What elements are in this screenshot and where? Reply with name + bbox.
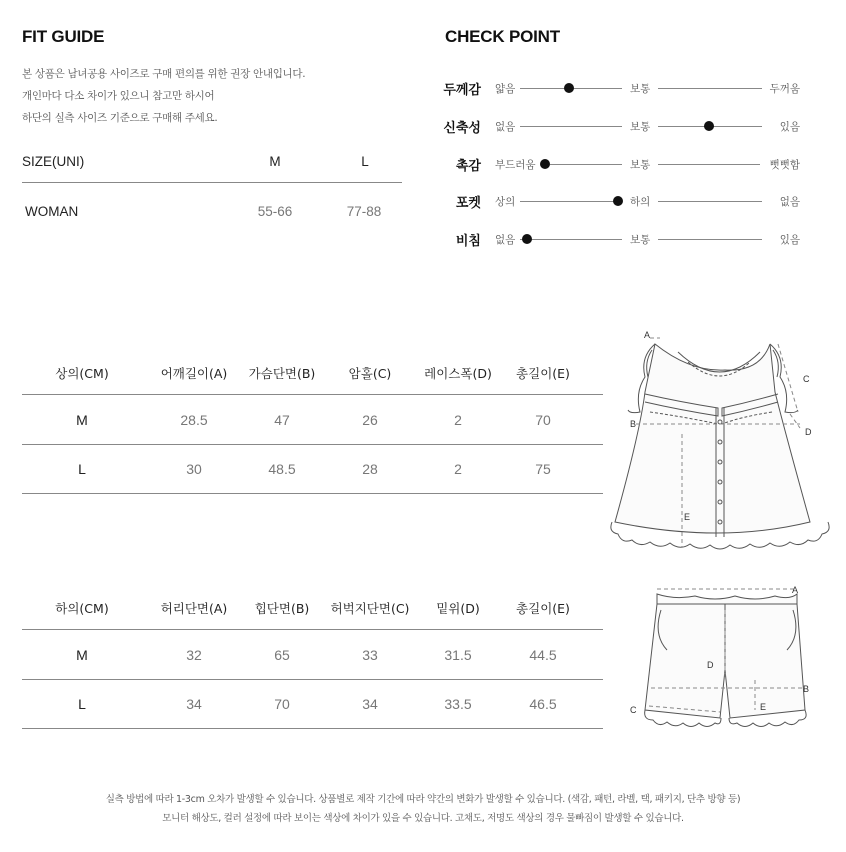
intro-line: 개인마다 다소 차이가 있으니 참고만 하시어 [22,90,215,102]
bottom-label-a: A [792,585,799,595]
fit-divider [22,182,402,183]
check-point-option-mid: 보통 [630,234,651,247]
fit-guide-intro [22,63,305,129]
table-cell: 34 [362,696,378,712]
check-point-label: 촉감 [455,158,481,174]
bottom-label-c: C [630,705,637,715]
top-garment-diagram [600,322,840,562]
fit-header-m: M [269,154,281,169]
fit-header-l: L [361,154,369,169]
table-cell: 33 [362,647,378,663]
check-point-option-low: 상의 [495,196,516,209]
check-point-label: 비침 [455,234,481,250]
table-row-size: L [78,696,86,712]
table-header-cell: 하의(CM) [55,601,109,616]
top-label-b: B [630,419,637,429]
table-cell: 48.5 [268,461,296,477]
table-cell: 31.5 [444,647,472,663]
check-point-option-low: 없음 [495,120,516,133]
table-cell: 47 [274,412,290,428]
bottom-label-d: D [707,660,714,670]
fit-row-l: 77-88 [346,204,382,219]
check-point-track [550,164,622,165]
table-cell: 33.5 [444,696,472,712]
fit-row-m: 55-66 [257,204,293,219]
check-point-label: 두께감 [443,83,481,98]
table-cell: 30 [186,461,202,477]
table-cell: 65 [274,647,290,663]
table-header-cell: 상의(CM) [55,366,109,381]
table-cell: 44.5 [529,647,557,663]
check-point-option-low: 부드러움 [495,158,536,171]
check-point-option-mid: 하의 [630,196,651,209]
table-divider [22,679,603,680]
table-header-cell: 힙단면(B) [254,601,310,616]
footer-note-2: 모니터 해상도, 컬러 설정에 따라 보이는 색상에 차이가 있을 수 있습니다. 고채도, 저명도 색상의 경우 물빠짐이 발생할 수 있습니다. [162,813,684,824]
check-point-track [658,239,762,240]
check-point-option-high: 없음 [779,196,800,209]
check-point-indicator [564,83,574,93]
check-point-track [520,239,622,240]
table-header-cell: 밑위(D) [436,601,480,616]
top-label-d: D [805,427,812,437]
check-point-option-low: 없음 [495,234,516,247]
table-header-cell: 레이스폭(D) [424,366,492,381]
check-point-option-mid: 보통 [630,120,651,133]
check-point-indicator [540,159,550,169]
table-cell: 2 [454,412,462,428]
table-divider [22,629,603,630]
table-cell: 70 [274,696,290,712]
check-point-track [520,126,622,127]
check-point-label: 신축성 [443,120,481,136]
check-point-option-low: 얇음 [495,83,516,95]
table-cell: 28.5 [180,412,208,428]
check-point-option-high: 두꺼움 [769,83,800,95]
intro-line: 하단의 실측 사이즈 기준으로 구매해 주세요. [22,112,218,124]
footer-note-1: 실측 방법에 따라 1-3cm 오차가 발생할 수 있습니다. 상품별로 제작 기간에 따라 약간의 변화가 발생할 수 있습니다. (색감, 패턴, 라벨, 택, 패키지, 단추 방향 등) [105,794,741,805]
check-point-indicator [613,196,623,206]
fit-header-size: SIZE(UNI) [22,154,85,169]
top-label-c: C [803,374,810,384]
fit-guide-title: FIT GUIDE [22,27,105,46]
check-point-label: 포켓 [455,196,481,212]
table-divider [22,444,603,445]
table-cell: 26 [362,412,378,428]
intro-line: 본 상품은 남녀공용 사이즈로 구매 편의를 위한 권장 안내입니다. [22,68,306,80]
table-header-cell: 허리단면(A) [160,601,228,616]
bottom-label-b: B [803,684,810,694]
check-point-option-high: 있음 [779,120,800,133]
check-point-indicator [704,121,714,131]
check-point-option-mid: 보통 [630,83,651,95]
table-header-cell: 가슴단면(B) [248,366,316,381]
check-point-title: CHECK POINT [445,27,560,46]
table-cell: 32 [186,647,202,663]
table-header-cell: 어깨길이(A) [160,366,228,381]
check-point-option-high: 있음 [779,234,800,247]
table-cell: 2 [454,461,462,477]
table-cell: 28 [362,461,378,477]
check-point-track [520,201,622,202]
table-row-size: L [78,461,86,477]
table-cell: 46.5 [529,696,557,712]
table-header-cell: 총길이(E) [516,366,570,381]
check-point-track [658,88,762,89]
table-divider [22,493,603,494]
bottom-garment-diagram [625,580,815,750]
table-header-cell: 총길이(E) [516,601,570,616]
fit-row-label: WOMAN [25,204,79,219]
table-cell: 34 [186,696,202,712]
table-cell: 70 [535,412,551,428]
table-row-size: M [76,647,88,663]
top-label-e: E [684,512,691,522]
top-label-a: A [644,330,651,340]
check-point-indicator [522,234,532,244]
check-point-option-high: 뻣뻣함 [769,158,800,171]
table-cell: 75 [535,461,551,477]
check-point-track [658,164,760,165]
bottom-label-e: E [760,702,767,712]
check-point-option-mid: 보통 [630,158,651,171]
table-row-size: M [76,412,88,428]
table-header-cell: 허벅지단면(C) [330,601,410,616]
check-point-track [658,201,762,202]
table-header-cell: 암홀(C) [348,366,392,381]
table-divider [22,394,603,395]
table-divider [22,728,603,729]
